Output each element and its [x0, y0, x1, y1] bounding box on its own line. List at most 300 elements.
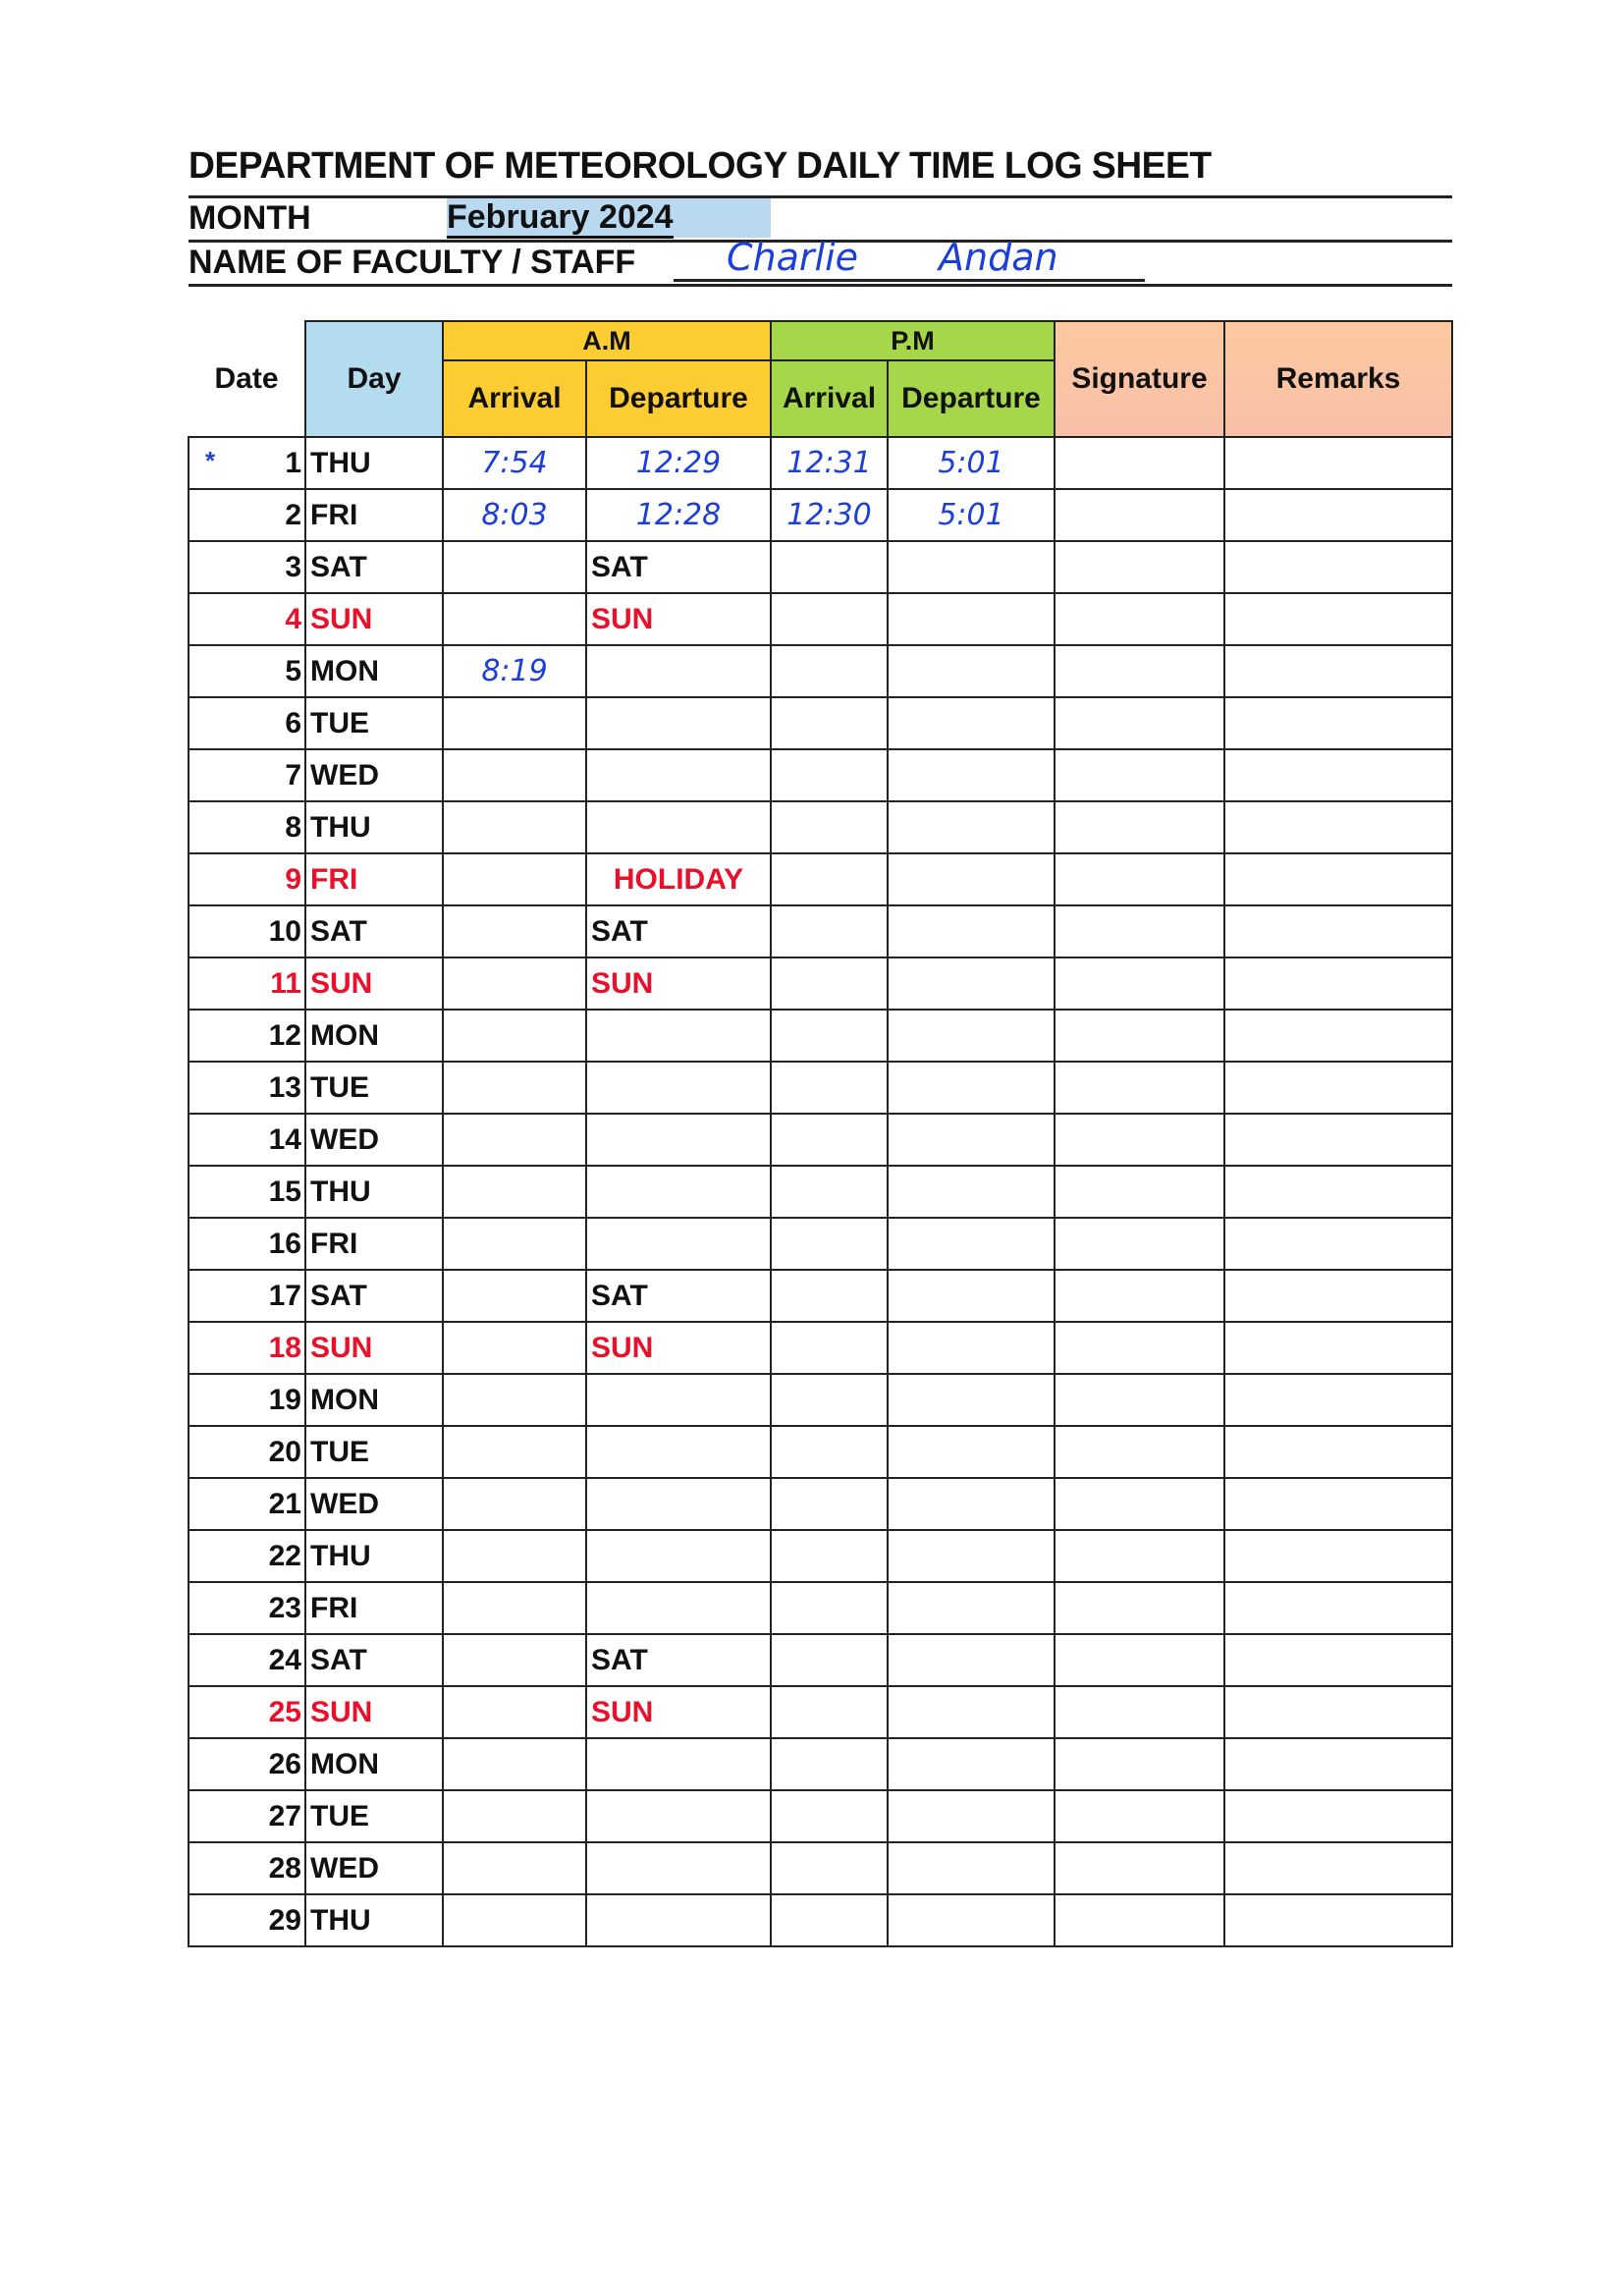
date-number: 9 [285, 862, 301, 896]
remarks-cell[interactable] [1224, 541, 1452, 593]
pm-arrival-cell[interactable] [771, 853, 888, 905]
signature-cell[interactable] [1055, 1790, 1224, 1842]
header-date: Date [189, 321, 305, 437]
header-am-departure: Departure [586, 360, 771, 437]
date-number: 15 [268, 1175, 301, 1208]
date-number: 8 [285, 810, 301, 844]
signature-cell[interactable] [1055, 1114, 1224, 1166]
signature-cell[interactable] [1055, 1426, 1224, 1478]
sheet-title: DEPARTMENT OF METEOROLOGY DAILY TIME LOG SHEET [189, 145, 1212, 187]
remarks-cell[interactable] [1224, 905, 1452, 957]
pm-departure-cell[interactable] [888, 1010, 1055, 1062]
signature-cell[interactable] [1055, 1166, 1224, 1218]
pm-departure-cell[interactable] [888, 1738, 1055, 1790]
table-row [189, 1166, 1452, 1218]
am-arrival-cell[interactable] [443, 1894, 586, 1946]
day-cell: THU [305, 437, 443, 489]
table-row [189, 645, 1452, 697]
date-number: 2 [285, 498, 301, 531]
signature-cell[interactable] [1055, 1478, 1224, 1530]
pm-departure-cell[interactable] [888, 1114, 1055, 1166]
table-row [189, 1270, 1452, 1322]
am-departure-cell[interactable]: 12:28 [586, 489, 771, 541]
date-number: 18 [268, 1331, 301, 1364]
table-row [189, 1738, 1452, 1790]
am-departure-cell: SAT [586, 905, 771, 957]
am-departure-cell[interactable] [586, 1582, 771, 1634]
am-departure-cell: SAT [586, 1270, 771, 1322]
table-row [189, 1530, 1452, 1582]
date-number: 4 [285, 602, 301, 635]
am-departure-cell: SUN [586, 1322, 771, 1374]
pm-arrival-cell[interactable] [771, 1426, 888, 1478]
am-departure-cell[interactable] [586, 1530, 771, 1582]
signature-cell[interactable] [1055, 541, 1224, 593]
pm-departure-cell[interactable] [888, 1634, 1055, 1686]
day-cell: SUN [305, 593, 443, 645]
am-departure-cell[interactable] [586, 1010, 771, 1062]
am-arrival-cell[interactable] [443, 1010, 586, 1062]
remarks-cell[interactable] [1224, 1322, 1452, 1374]
am-departure-cell[interactable] [586, 1894, 771, 1946]
remarks-cell[interactable] [1224, 1790, 1452, 1842]
table-row [189, 1374, 1452, 1426]
date-number: 28 [268, 1851, 301, 1885]
am-arrival-cell[interactable]: 8:19 [443, 645, 586, 697]
day-cell: MON [305, 1010, 443, 1062]
am-arrival-cell[interactable] [443, 749, 586, 801]
am-departure-cell[interactable] [586, 1374, 771, 1426]
header-pm-arrival: Arrival [771, 360, 888, 437]
month-value-text: February 2024 [447, 198, 674, 239]
pm-departure-cell[interactable] [888, 645, 1055, 697]
signature-cell[interactable] [1055, 437, 1224, 489]
signature-cell[interactable] [1055, 1270, 1224, 1322]
date-number: 14 [268, 1122, 301, 1156]
signature-cell[interactable] [1055, 1530, 1224, 1582]
table-row [189, 541, 1452, 593]
signature-cell[interactable] [1055, 1374, 1224, 1426]
pm-departure-cell[interactable] [888, 1270, 1055, 1322]
day-cell: MON [305, 1374, 443, 1426]
pm-arrival-cell[interactable] [771, 905, 888, 957]
date-number: 23 [268, 1591, 301, 1624]
remarks-cell[interactable] [1224, 1582, 1452, 1634]
date-number: 20 [268, 1435, 301, 1468]
asterisk-mark: * [205, 446, 216, 475]
date-cell [189, 1218, 305, 1270]
pm-departure-cell[interactable] [888, 1582, 1055, 1634]
pm-departure-cell[interactable] [888, 697, 1055, 749]
signature-cell[interactable] [1055, 853, 1224, 905]
signature-cell[interactable] [1055, 593, 1224, 645]
pm-departure-cell[interactable] [888, 593, 1055, 645]
header-pm-departure: Departure [888, 360, 1055, 437]
date-cell [189, 905, 305, 957]
pm-arrival-cell[interactable] [771, 1374, 888, 1426]
pm-departure-cell[interactable] [888, 853, 1055, 905]
header-signature: Signature [1055, 321, 1224, 437]
date-number: 24 [268, 1643, 301, 1676]
am-arrival-cell[interactable] [443, 1738, 586, 1790]
header-day: Day [305, 321, 443, 437]
remarks-cell[interactable] [1224, 1114, 1452, 1166]
signature-cell[interactable] [1055, 1634, 1224, 1686]
day-cell: WED [305, 749, 443, 801]
table-row [189, 1478, 1452, 1530]
date-cell [189, 541, 305, 593]
am-arrival-cell[interactable] [443, 1842, 586, 1894]
table-row [189, 1062, 1452, 1114]
date-cell [189, 1530, 305, 1582]
day-cell: TUE [305, 697, 443, 749]
pm-departure-cell[interactable] [888, 1894, 1055, 1946]
table-row [189, 1790, 1452, 1842]
signature-cell[interactable] [1055, 1218, 1224, 1270]
am-departure-cell[interactable] [586, 1062, 771, 1114]
am-departure-cell[interactable] [586, 1842, 771, 1894]
am-arrival-cell[interactable]: 7:54 [443, 437, 586, 489]
date-cell [189, 801, 305, 853]
table-row [189, 489, 1452, 541]
signature-cell[interactable] [1055, 957, 1224, 1010]
pm-arrival-cell[interactable] [771, 801, 888, 853]
date-cell [189, 1478, 305, 1530]
day-cell: WED [305, 1478, 443, 1530]
remarks-cell[interactable] [1224, 1374, 1452, 1426]
am-arrival-cell[interactable] [443, 541, 586, 593]
remarks-cell[interactable] [1224, 1426, 1452, 1478]
am-arrival-cell[interactable] [443, 593, 586, 645]
remarks-cell[interactable] [1224, 1166, 1452, 1218]
day-cell: THU [305, 1530, 443, 1582]
pm-departure-cell[interactable] [888, 1478, 1055, 1530]
pm-departure-cell[interactable]: 5:01 [888, 489, 1055, 541]
pm-arrival-cell[interactable] [771, 541, 888, 593]
date-cell [189, 1894, 305, 1946]
remarks-cell[interactable] [1224, 1686, 1452, 1738]
date-number: 3 [285, 550, 301, 583]
pm-arrival-cell[interactable] [771, 1634, 888, 1686]
day-cell: SUN [305, 957, 443, 1010]
pm-arrival-cell[interactable] [771, 1738, 888, 1790]
signature-cell[interactable] [1055, 905, 1224, 957]
month-value [447, 198, 771, 238]
signature-cell[interactable] [1055, 1894, 1224, 1946]
pm-arrival-cell[interactable] [771, 1686, 888, 1738]
day-cell: SAT [305, 541, 443, 593]
am-departure-cell[interactable] [586, 749, 771, 801]
am-departure-cell[interactable]: 12:29 [586, 437, 771, 489]
am-departure-cell[interactable] [586, 1738, 771, 1790]
remarks-cell[interactable] [1224, 593, 1452, 645]
day-cell: THU [305, 1894, 443, 1946]
pm-departure-cell[interactable] [888, 1686, 1055, 1738]
pm-departure-cell[interactable] [888, 801, 1055, 853]
pm-arrival-cell[interactable] [771, 1322, 888, 1374]
am-arrival-cell[interactable] [443, 957, 586, 1010]
date-number: 7 [285, 758, 301, 792]
remarks-cell[interactable] [1224, 749, 1452, 801]
am-arrival-cell[interactable] [443, 1218, 586, 1270]
table-row [189, 697, 1452, 749]
am-arrival-cell[interactable] [443, 801, 586, 853]
signature-cell[interactable] [1055, 489, 1224, 541]
signature-cell[interactable] [1055, 1582, 1224, 1634]
am-departure-cell[interactable] [586, 1218, 771, 1270]
date-cell [189, 593, 305, 645]
pm-departure-cell[interactable]: 5:01 [888, 437, 1055, 489]
date-number: 1 [285, 446, 301, 479]
divider [189, 284, 1452, 287]
date-cell [189, 1062, 305, 1114]
header-remarks: Remarks [1224, 321, 1452, 437]
pm-departure-cell[interactable] [888, 1322, 1055, 1374]
table-row [189, 1218, 1452, 1270]
am-arrival-cell[interactable] [443, 1062, 586, 1114]
date-cell [189, 1686, 305, 1738]
table-row [189, 1894, 1452, 1946]
table-row [189, 749, 1452, 801]
remarks-cell[interactable] [1224, 853, 1452, 905]
header-pm: P.M [771, 321, 1055, 360]
name-underline [674, 279, 1145, 282]
remarks-cell[interactable] [1224, 801, 1452, 853]
date-cell [189, 489, 305, 541]
am-departure-cell[interactable] [586, 645, 771, 697]
am-arrival-cell[interactable] [443, 1426, 586, 1478]
table-row [189, 853, 1452, 905]
signature-cell[interactable] [1055, 1842, 1224, 1894]
am-departure-cell[interactable] [586, 1790, 771, 1842]
remarks-cell[interactable] [1224, 489, 1452, 541]
day-cell: TUE [305, 1426, 443, 1478]
am-arrival-cell[interactable] [443, 1634, 586, 1686]
pm-arrival-cell[interactable] [771, 1790, 888, 1842]
day-cell: TUE [305, 1790, 443, 1842]
day-cell: THU [305, 1166, 443, 1218]
date-number: 12 [268, 1018, 301, 1052]
date-cell [189, 957, 305, 1010]
pm-arrival-cell[interactable] [771, 1478, 888, 1530]
date-number: 25 [268, 1695, 301, 1728]
am-arrival-cell[interactable] [443, 1790, 586, 1842]
day-cell: SUN [305, 1686, 443, 1738]
am-departure-cell[interactable] [586, 1166, 771, 1218]
am-arrival-cell[interactable] [443, 1530, 586, 1582]
pm-departure-cell[interactable] [888, 1426, 1055, 1478]
signature-cell[interactable] [1055, 1322, 1224, 1374]
remarks-cell[interactable] [1224, 1478, 1452, 1530]
table-row [189, 1582, 1452, 1634]
remarks-cell[interactable] [1224, 1894, 1452, 1946]
pm-arrival-cell[interactable] [771, 697, 888, 749]
am-arrival-cell[interactable] [443, 905, 586, 957]
remarks-cell[interactable] [1224, 1842, 1452, 1894]
table-row [189, 1686, 1452, 1738]
day-cell: SUN [305, 1322, 443, 1374]
pm-arrival-cell[interactable]: 12:31 [771, 437, 888, 489]
remarks-cell[interactable] [1224, 697, 1452, 749]
day-cell: THU [305, 801, 443, 853]
am-arrival-cell[interactable] [443, 1114, 586, 1166]
pm-arrival-cell[interactable] [771, 1166, 888, 1218]
signature-cell[interactable] [1055, 801, 1224, 853]
day-cell: SAT [305, 1634, 443, 1686]
date-cell [189, 1374, 305, 1426]
am-departure-cell: HOLIDAY [586, 853, 771, 905]
table-row [189, 593, 1452, 645]
date-cell [189, 853, 305, 905]
header-am-arrival: Arrival [443, 360, 586, 437]
am-arrival-cell[interactable] [443, 1270, 586, 1322]
table-row [189, 1634, 1452, 1686]
table-row [189, 801, 1452, 853]
pm-departure-cell[interactable] [888, 1374, 1055, 1426]
am-departure-cell: SUN [586, 957, 771, 1010]
date-cell [189, 1582, 305, 1634]
date-cell [189, 1634, 305, 1686]
table-row [189, 1426, 1452, 1478]
day-cell: SAT [305, 905, 443, 957]
signature-cell[interactable] [1055, 1010, 1224, 1062]
pm-arrival-cell[interactable]: 12:30 [771, 489, 888, 541]
am-departure-cell: SAT [586, 1634, 771, 1686]
am-arrival-cell[interactable] [443, 1686, 586, 1738]
remarks-cell[interactable] [1224, 1634, 1452, 1686]
date-cell [189, 1426, 305, 1478]
pm-departure-cell[interactable] [888, 749, 1055, 801]
day-cell: MON [305, 1738, 443, 1790]
pm-arrival-cell[interactable] [771, 1062, 888, 1114]
date-number: 16 [268, 1227, 301, 1260]
signature-cell[interactable] [1055, 645, 1224, 697]
pm-departure-cell[interactable] [888, 1530, 1055, 1582]
table-row [189, 905, 1452, 957]
remarks-cell[interactable] [1224, 1010, 1452, 1062]
pm-arrival-cell[interactable] [771, 1894, 888, 1946]
pm-departure-cell[interactable] [888, 1166, 1055, 1218]
am-arrival-cell[interactable] [443, 1582, 586, 1634]
date-cell [189, 1270, 305, 1322]
date-cell [189, 1166, 305, 1218]
date-number: 5 [285, 654, 301, 687]
am-departure-cell[interactable] [586, 697, 771, 749]
table-row [189, 1114, 1452, 1166]
day-cell: WED [305, 1842, 443, 1894]
date-cell [189, 1738, 305, 1790]
name-label: NAME OF FACULTY / STAFF [189, 244, 636, 281]
pm-departure-cell[interactable] [888, 541, 1055, 593]
date-cell [189, 437, 305, 489]
header-am: A.M [443, 321, 771, 360]
am-arrival-cell[interactable] [443, 1478, 586, 1530]
am-departure-cell[interactable] [586, 1478, 771, 1530]
date-number: 6 [285, 706, 301, 739]
remarks-cell[interactable] [1224, 437, 1452, 489]
am-departure-cell[interactable] [586, 801, 771, 853]
day-cell: FRI [305, 853, 443, 905]
signature-cell[interactable] [1055, 1738, 1224, 1790]
am-arrival-cell[interactable] [443, 1374, 586, 1426]
pm-arrival-cell[interactable] [771, 749, 888, 801]
signature-cell[interactable] [1055, 697, 1224, 749]
day-cell: SAT [305, 1270, 443, 1322]
date-number: 19 [268, 1383, 301, 1416]
date-cell [189, 1790, 305, 1842]
signature-cell[interactable] [1055, 1686, 1224, 1738]
am-departure-cell[interactable] [586, 1426, 771, 1478]
remarks-cell[interactable] [1224, 1738, 1452, 1790]
time-log-table [188, 320, 1453, 1947]
date-number: 17 [268, 1279, 301, 1312]
day-cell: TUE [305, 1062, 443, 1114]
pm-arrival-cell[interactable] [771, 957, 888, 1010]
remarks-cell[interactable] [1224, 1530, 1452, 1582]
pm-arrival-cell[interactable] [771, 1270, 888, 1322]
pm-arrival-cell[interactable] [771, 593, 888, 645]
remarks-cell[interactable] [1224, 1270, 1452, 1322]
date-number: 11 [270, 966, 301, 1000]
date-cell [189, 697, 305, 749]
table-row [189, 437, 1452, 489]
day-cell: WED [305, 1114, 443, 1166]
divider [189, 195, 1452, 198]
pm-departure-cell[interactable] [888, 1218, 1055, 1270]
pm-arrival-cell[interactable] [771, 1010, 888, 1062]
date-number: 21 [268, 1487, 301, 1520]
am-arrival-cell[interactable] [443, 1166, 586, 1218]
am-arrival-cell[interactable] [443, 697, 586, 749]
remarks-cell[interactable] [1224, 957, 1452, 1010]
date-number: 29 [268, 1903, 301, 1937]
pm-arrival-cell[interactable] [771, 1582, 888, 1634]
pm-arrival-cell[interactable] [771, 1530, 888, 1582]
pm-departure-cell[interactable] [888, 905, 1055, 957]
remarks-cell[interactable] [1224, 1062, 1452, 1114]
pm-arrival-cell[interactable] [771, 1114, 888, 1166]
day-cell: FRI [305, 1582, 443, 1634]
pm-departure-cell[interactable] [888, 1790, 1055, 1842]
day-cell: FRI [305, 1218, 443, 1270]
date-number: 22 [268, 1539, 301, 1572]
pm-departure-cell[interactable] [888, 1842, 1055, 1894]
date-number: 13 [268, 1070, 301, 1104]
remarks-cell[interactable] [1224, 645, 1452, 697]
remarks-cell[interactable] [1224, 1218, 1452, 1270]
table-row [189, 1010, 1452, 1062]
signature-cell[interactable] [1055, 1062, 1224, 1114]
date-cell [189, 1842, 305, 1894]
pm-arrival-cell[interactable] [771, 1842, 888, 1894]
date-cell [189, 1114, 305, 1166]
pm-arrival-cell[interactable] [771, 645, 888, 697]
pm-arrival-cell[interactable] [771, 1218, 888, 1270]
table-row [189, 1842, 1452, 1894]
signature-cell[interactable] [1055, 749, 1224, 801]
am-departure-cell[interactable] [586, 1114, 771, 1166]
month-label: MONTH [189, 199, 311, 237]
am-arrival-cell[interactable]: 8:03 [443, 489, 586, 541]
am-arrival-cell[interactable] [443, 1322, 586, 1374]
date-cell [189, 1322, 305, 1374]
date-number: 26 [268, 1747, 301, 1780]
pm-departure-cell[interactable] [888, 1062, 1055, 1114]
name-last-handwritten: Andan [939, 236, 1058, 279]
pm-departure-cell[interactable] [888, 957, 1055, 1010]
am-arrival-cell[interactable] [443, 853, 586, 905]
date-number: 27 [268, 1799, 301, 1832]
